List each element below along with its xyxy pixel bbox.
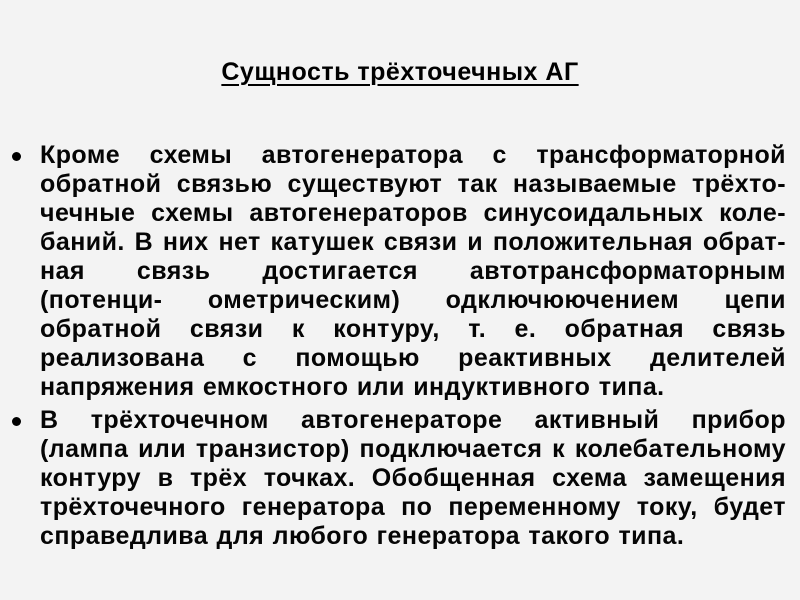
bullet-point-icon	[12, 152, 21, 161]
slide-title	[0, 58, 800, 87]
slide-title-text: Сущность трёхточечных АГ	[221, 58, 579, 86]
bullet-point-icon	[12, 417, 21, 426]
bullet-text: В трёхточечном автогенераторе активный прибор (лампа или транзистор) подключается к колебательному контуру в трёх точках. Обобщенная схема замещения трёхточечного генератора по переменному току, будет справедлива для любого генератора такого типа.	[40, 406, 786, 550]
bullet-list	[8, 141, 786, 555]
bullet-item	[8, 406, 786, 551]
bullet-text: Кроме схемы автогенератора с трансформаторной обратной связью существуют так называемые трёхто- чечные схемы автогенераторов синусоидальных коле- баний. В них нет катушек связи и положительная обрат- ная связь достигается автотрансформаторным (потенци- ометрическим) одключюючением цепи обратной связи к контуру, т. е. обратная связь реализована с помощью реактивных делителей напряжения емкостного или индуктивного типа.	[40, 141, 786, 401]
bullet-item	[8, 141, 786, 402]
